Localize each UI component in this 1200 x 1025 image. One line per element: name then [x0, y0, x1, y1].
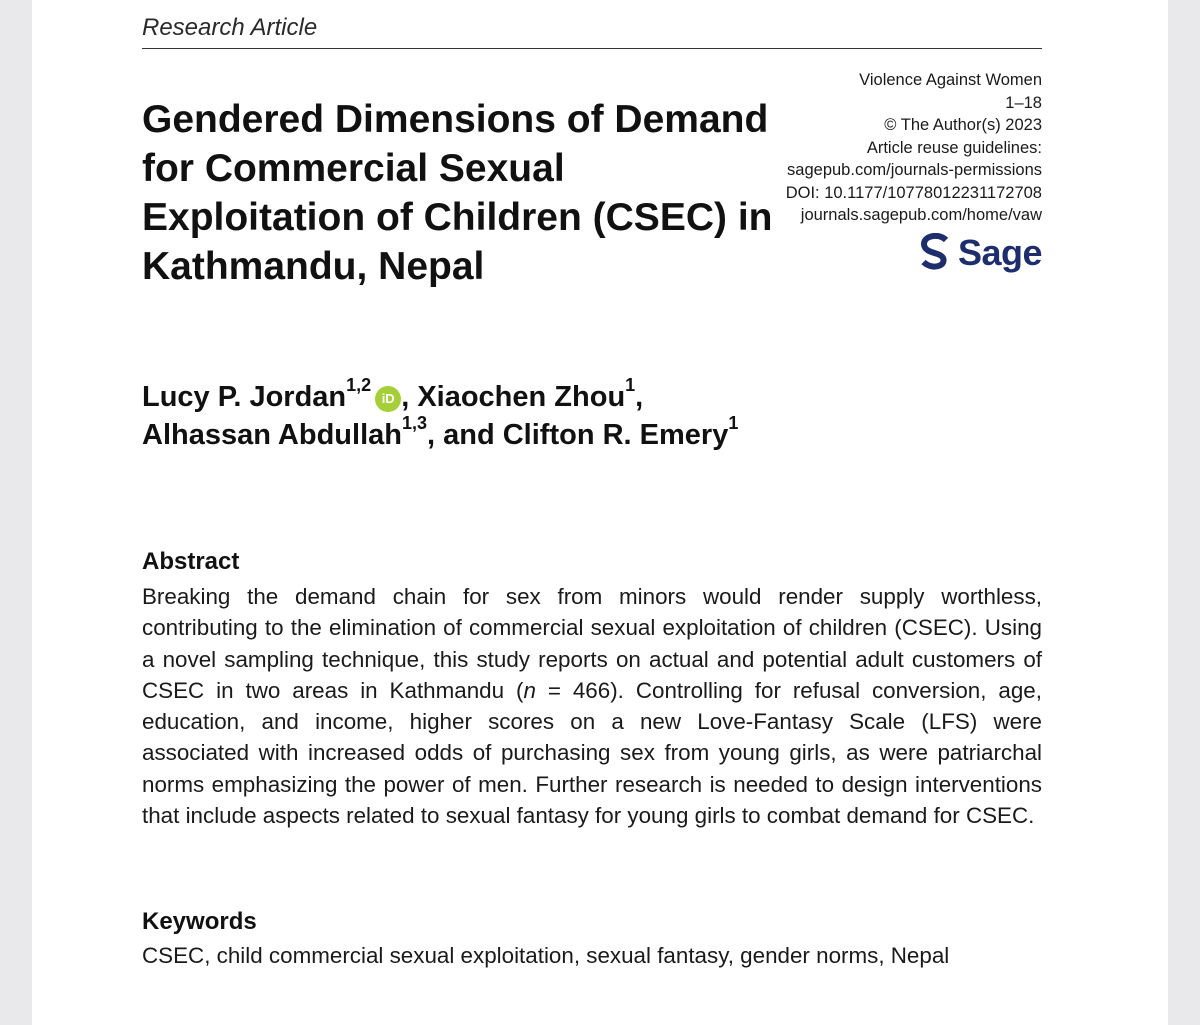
sample-size-symbol: n	[523, 677, 536, 703]
author-affiliation: 1	[625, 375, 636, 396]
orcid-icon[interactable]: iD	[375, 386, 401, 412]
author-separator: , and	[427, 419, 503, 451]
doi[interactable]: DOI: 10.1177/10778012231172708	[785, 183, 1042, 202]
abstract-text-part: Breaking the demand chain for sex from minors would render supply worthless, contributing to the elimination of commercial sexual exploitation of children (CSEC). Using a novel sampling technique, this study reports on actual and potential adult customers of CSEC in two areas in Kathmandu (	[142, 584, 1042, 703]
author-name: Lucy P. Jordan	[142, 381, 347, 413]
sage-s-icon	[920, 233, 950, 273]
reuse-guidelines-link[interactable]: sagepub.com/journals-permissions	[787, 161, 1042, 179]
header-rule	[142, 48, 1042, 49]
article-type-label: Research Article	[142, 14, 318, 41]
article-page	[32, 0, 1168, 1025]
journal-homepage-link[interactable]: journals.sagepub.com/home/vaw	[800, 206, 1042, 224]
copyright-notice: © The Author(s) 2023	[884, 116, 1042, 134]
reuse-guidelines-label: Article reuse guidelines:	[866, 138, 1042, 157]
journal-name: Violence Against Women	[859, 71, 1042, 89]
author-separator: ,	[401, 381, 418, 413]
author-name: Clifton R. Emery	[502, 419, 729, 451]
abstract-heading: Abstract	[142, 548, 240, 575]
page-range: 1–18	[1005, 93, 1042, 112]
journal-metadata	[732, 69, 1042, 227]
abstract-body	[142, 581, 1042, 831]
author-separator: ,	[635, 381, 644, 413]
author-name: Alhassan Abdullah	[142, 419, 402, 451]
keywords-heading: Keywords	[142, 908, 257, 935]
author-name: Xiaochen Zhou	[417, 381, 626, 413]
article-title: Gendered Dimensions of Demand for Commercial Sexual Exploitation of Children (CSEC) in Kathmandu, Nepal	[142, 98, 773, 288]
sage-logo	[918, 228, 1042, 278]
abstract-text-part: = 466). Controlling for refusal conversion, age, education, and income, higher scores on a new Love-Fantasy Scale (LFS) were associated with increased odds of purchasing sex from young girls, as were patriarchal norms emphasizing the power of men. Further research is needed to design interventions that include aspects related to sexual fantasy for young girls to combat demand for CSEC.	[142, 677, 1042, 829]
author-affiliation: 1,3	[401, 413, 427, 434]
keywords-list: CSEC, child commercial sexual exploitation, sexual fantasy, gender norms, Nepal	[142, 943, 950, 968]
author-affiliation: 1,2	[346, 375, 372, 396]
author-list	[142, 375, 902, 454]
sage-wordmark: Sage	[957, 232, 1042, 273]
author-affiliation: 1	[728, 413, 739, 434]
